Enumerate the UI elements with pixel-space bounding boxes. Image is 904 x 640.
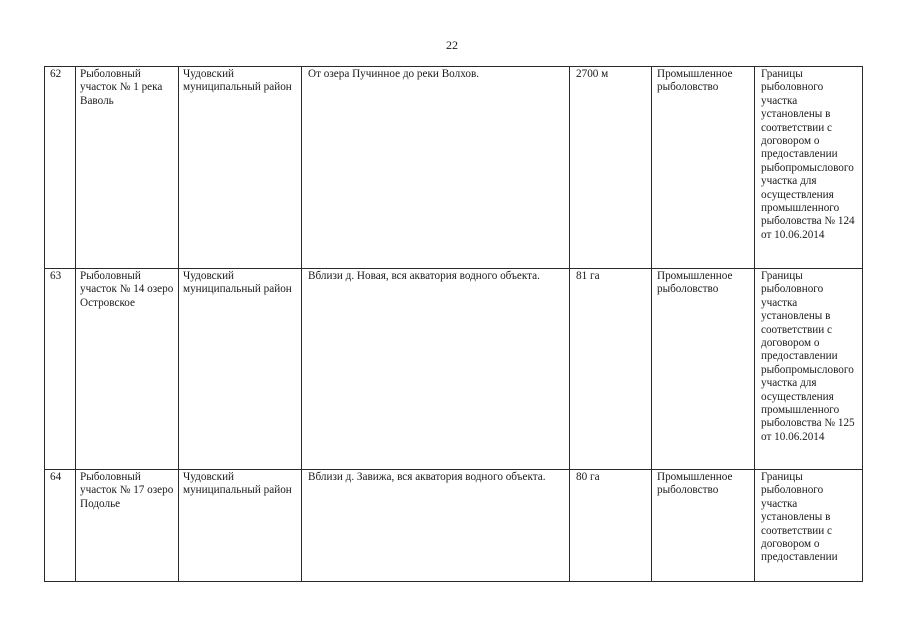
fishing-areas-table	[44, 66, 863, 582]
district: Чудовский муниципальный район	[179, 470, 302, 582]
boundary-note: Границы рыболовного участка установлены в соответствии с договором о предоставлении рыбопромыслового участка для осуществления промышленного рыболовства № 124 от 10.06.2014	[755, 67, 863, 269]
boundary-note: Границы рыболовного участка установлены в соответствии с договором о предоставлении рыбопромыслового участка для осуществления промышленного рыболовства № 125 от 10.06.2014	[755, 269, 863, 470]
area-description: Вблизи д. Новая, вся акватория водного объекта.	[302, 269, 570, 470]
area-size: 81 га	[570, 269, 652, 470]
area-name: Рыболовный участок № 17 озеро Подолье	[76, 470, 179, 582]
boundary-note: Границы рыболовного участка установлены в соответствии с договором о предоставлении	[755, 470, 863, 582]
area-description: От озера Пучинное до реки Волхов.	[302, 67, 570, 269]
table-row	[45, 269, 863, 470]
district: Чудовский муниципальный район	[179, 269, 302, 470]
table-row	[45, 67, 863, 269]
table-row	[45, 470, 863, 582]
row-number: 62	[45, 67, 76, 269]
row-number: 63	[45, 269, 76, 470]
fishing-type: Промышленное рыболовство	[652, 67, 755, 269]
fishing-type: Промышленное рыболовство	[652, 470, 755, 582]
area-size: 2700 м	[570, 67, 652, 269]
area-description: Вблизи д. Завижа, вся акватория водного объекта.	[302, 470, 570, 582]
page-number: 22	[446, 38, 458, 52]
area-name: Рыболовный участок № 1 река Ваволь	[76, 67, 179, 269]
row-number: 64	[45, 470, 76, 582]
fishing-type: Промышленное рыболовство	[652, 269, 755, 470]
area-name: Рыболовный участок № 14 озеро Островское	[76, 269, 179, 470]
area-size: 80 га	[570, 470, 652, 582]
district: Чудовский муниципальный район	[179, 67, 302, 269]
